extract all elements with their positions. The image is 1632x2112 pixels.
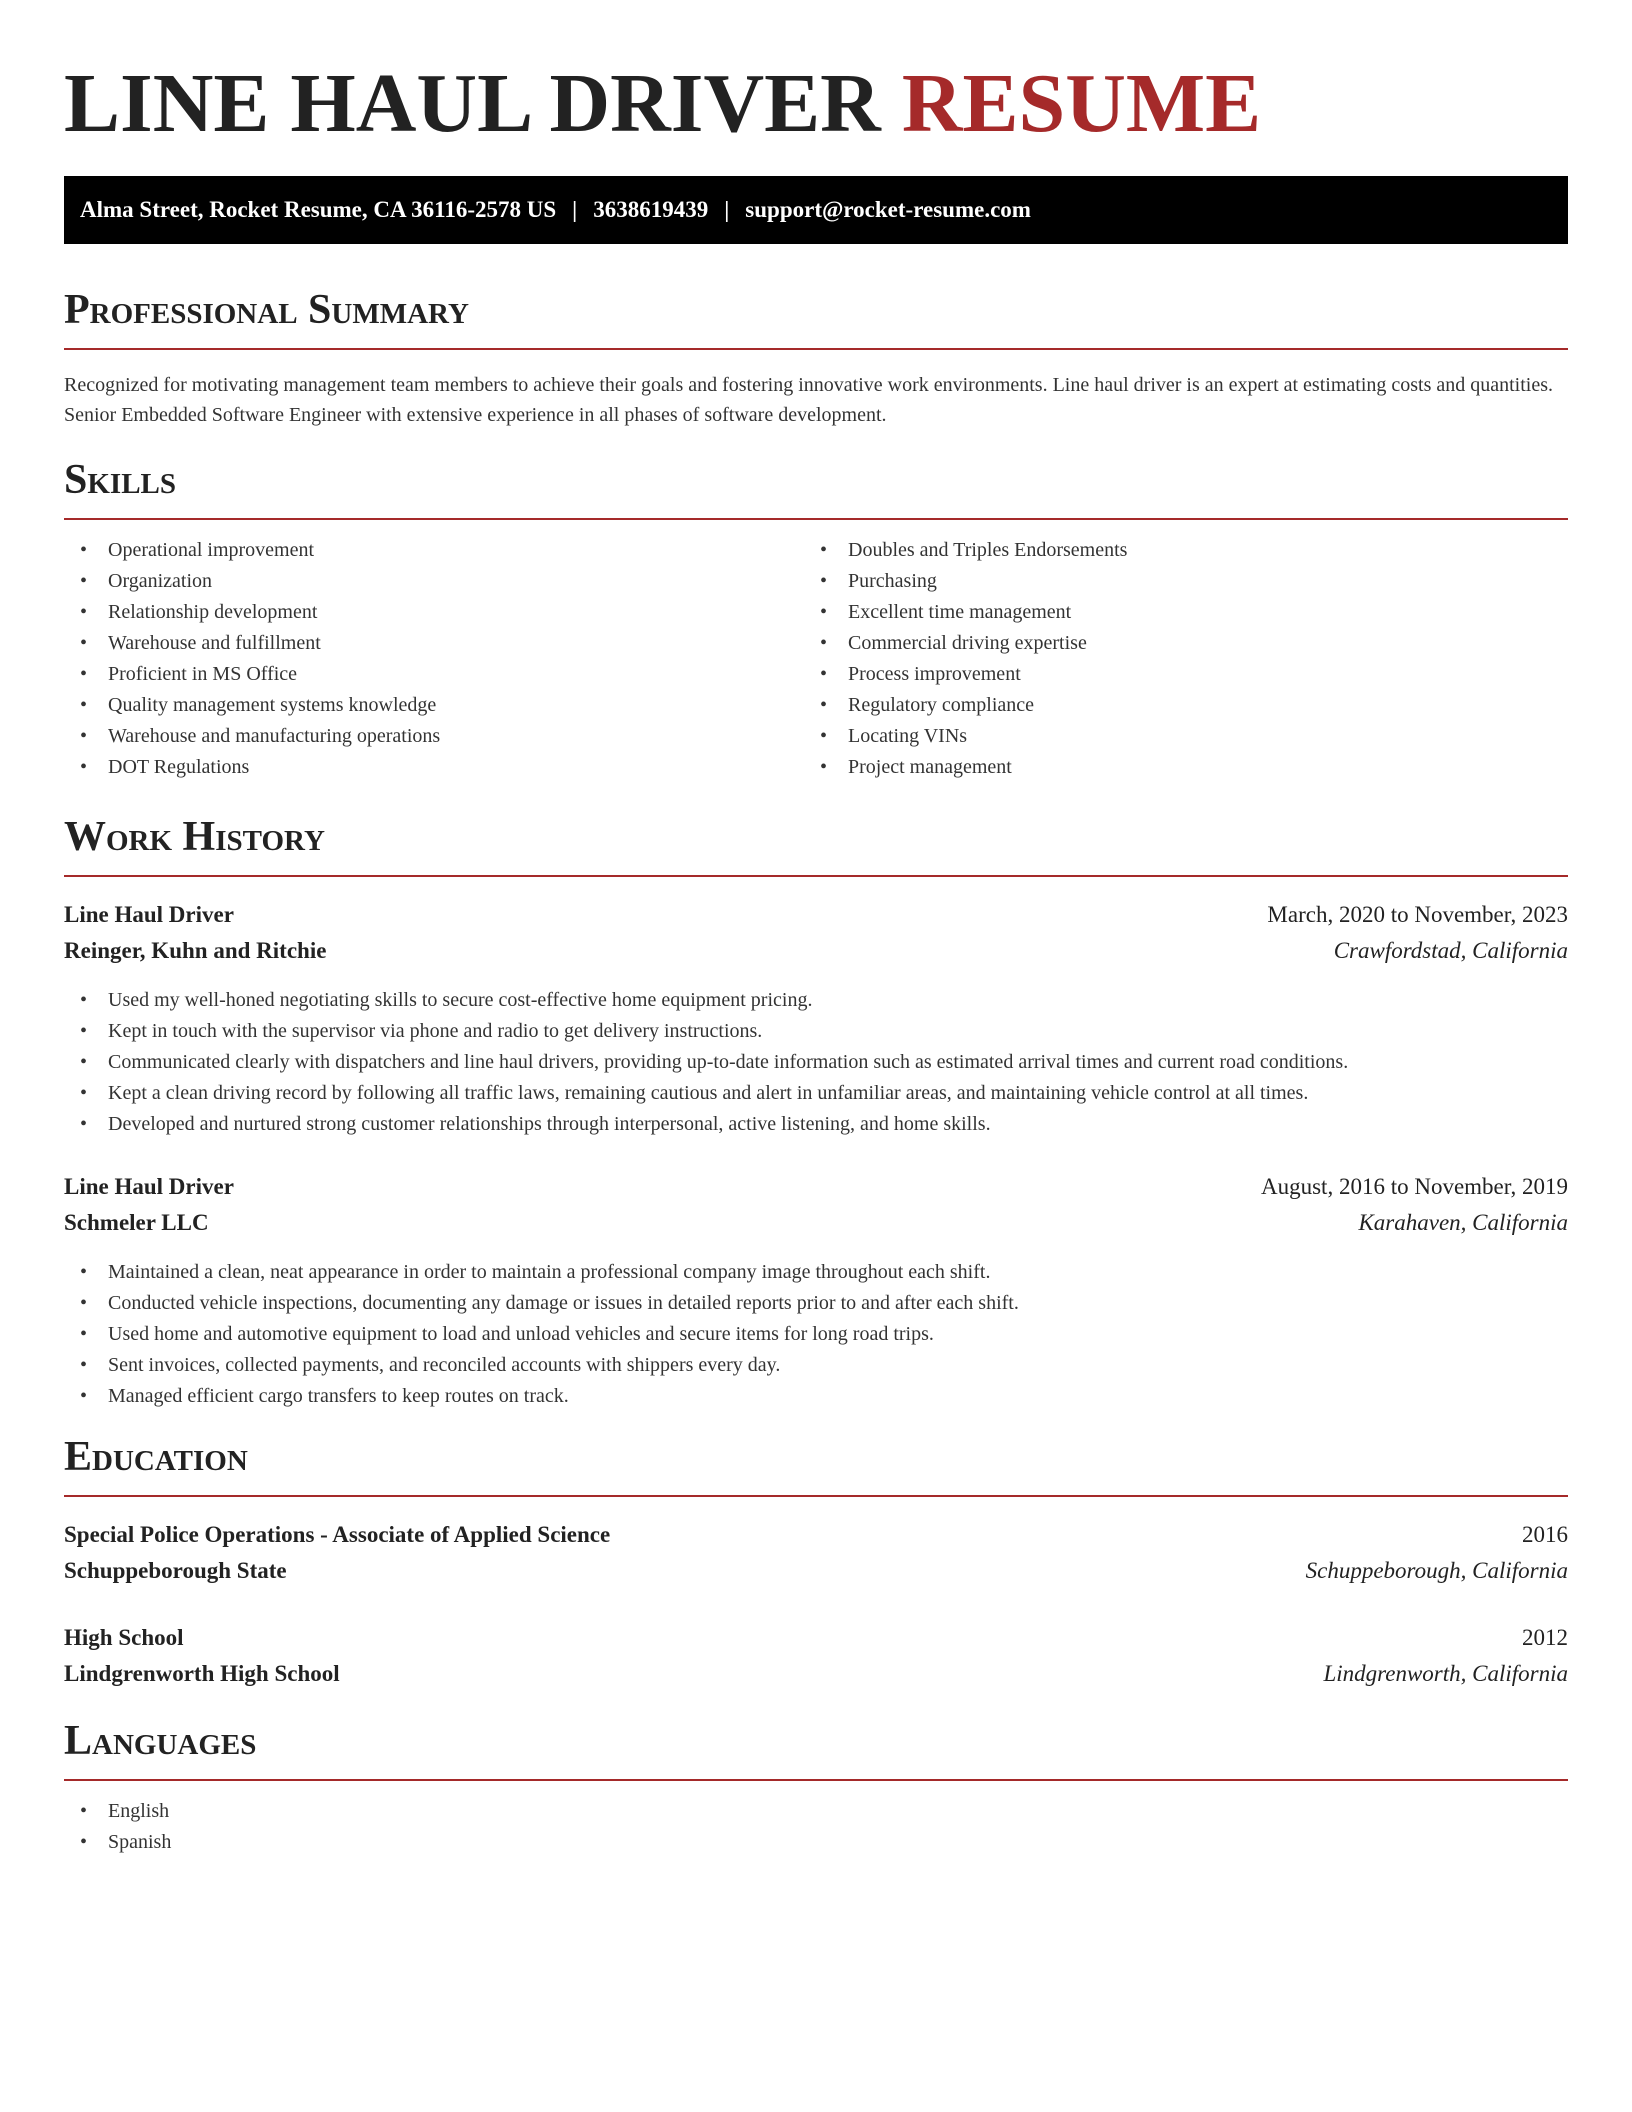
contact-bar: [64, 176, 1568, 244]
job-duty-item: • Kept a clean driving record by following all traffic laws, remaining cautious and alert in unfamiliar areas, and maintaining vehicle control at all times.: [64, 1078, 1348, 1109]
education-school: Schuppeborough State: [64, 1558, 287, 1583]
job-location: Karahaven, California: [1358, 1210, 1568, 1235]
languages-list: [64, 1796, 171, 1858]
job-dates: August, 2016 to November, 2019: [1261, 1174, 1568, 1199]
language-item: • Spanish: [64, 1827, 171, 1858]
skill-item: • Excellent time management: [804, 597, 1127, 628]
education-school-row: [64, 1554, 1568, 1588]
job-title: Line Haul Driver: [64, 902, 234, 927]
section-divider: [64, 1495, 1568, 1497]
section-heading-languages: Languages: [64, 1718, 257, 1764]
job-duty-item: • Used my well-honed negotiating skills to secure cost-effective home equipment pricing.: [64, 985, 1348, 1016]
contact-separator: |: [572, 197, 578, 222]
title-accent: RESUME: [901, 57, 1262, 150]
section-heading-education: Education: [64, 1434, 248, 1480]
job-company-row: [64, 1206, 1568, 1240]
skill-item: • Warehouse and manufacturing operations: [64, 721, 440, 752]
job-title: Line Haul Driver: [64, 1174, 234, 1199]
skill-item: • Organization: [64, 566, 440, 597]
contact-address: Alma Street, Rocket Resume, CA 36116-2578 US: [80, 197, 557, 222]
skills-list-left: [64, 535, 440, 783]
language-item: • English: [64, 1796, 171, 1827]
education-degree: Special Police Operations - Associate of Applied Science: [64, 1522, 611, 1547]
contact-separator: |: [724, 197, 730, 222]
education-location: Lindgrenworth, California: [1323, 1661, 1568, 1686]
education-year: 2012: [1522, 1625, 1568, 1650]
job-duty-item: • Developed and nurtured strong customer relationships through interpersonal, active listening, and home skills.: [64, 1109, 1348, 1140]
skill-item: • Commercial driving expertise: [804, 628, 1127, 659]
job-location: Crawfordstad, California: [1333, 938, 1568, 963]
job-duty-item: • Conducted vehicle inspections, documenting any damage or issues in detailed reports prior to and after each shift.: [64, 1288, 1019, 1319]
contact-phone: 3638619439: [593, 197, 709, 222]
skill-item: • DOT Regulations: [64, 752, 440, 783]
skill-item: • Proficient in MS Office: [64, 659, 440, 690]
job-duty-item: • Sent invoices, collected payments, and reconciled accounts with shippers every day.: [64, 1350, 1019, 1381]
education-school: Lindgrenworth High School: [64, 1661, 340, 1686]
job-header-row: [64, 898, 1568, 932]
education-school-row: [64, 1657, 1568, 1691]
job-duty-item: • Used home and automotive equipment to load and unload vehicles and secure items for long road trips.: [64, 1319, 1019, 1350]
summary-text: Recognized for motivating management team members to achieve their goals and fostering innovative work environments. Line haul driver is an expert at estimating costs and quantities. Senior Embedded Software Engineer with extensive experience in all phases of software development.: [64, 374, 1554, 426]
skill-item: • Project management: [804, 752, 1127, 783]
section-heading-skills: Skills: [64, 457, 177, 503]
skill-item: • Operational improvement: [64, 535, 440, 566]
education-degree: High School: [64, 1625, 184, 1650]
job-duty-item: • Kept in touch with the supervisor via phone and radio to get delivery instructions.: [64, 1016, 1348, 1047]
job-duties-list: [64, 1257, 1019, 1412]
job-duties-list: [64, 985, 1348, 1140]
section-divider: [64, 1779, 1568, 1781]
skill-item: • Doubles and Triples Endorsements: [804, 535, 1127, 566]
job-duty-item: • Maintained a clean, neat appearance in order to maintain a professional company image throughout each shift.: [64, 1257, 1019, 1288]
skill-item: • Locating VINs: [804, 721, 1127, 752]
education-header-row: [64, 1621, 1568, 1655]
resume-title: [64, 56, 1261, 152]
title-main: LINE HAUL DRIVER: [64, 57, 881, 150]
education-year: 2016: [1522, 1522, 1568, 1547]
section-divider: [64, 875, 1568, 877]
section-heading-summary: Professional Summary: [64, 287, 469, 333]
skill-item: • Relationship development: [64, 597, 440, 628]
skill-item: • Warehouse and fulfillment: [64, 628, 440, 659]
job-duty-item: • Managed efficient cargo transfers to keep routes on track.: [64, 1381, 1019, 1412]
skills-list-right: [804, 535, 1127, 783]
skill-item: • Purchasing: [804, 566, 1127, 597]
job-duty-item: • Communicated clearly with dispatchers and line haul drivers, providing up-to-date information such as estimated arrival times and current road conditions.: [64, 1047, 1348, 1078]
education-location: Schuppeborough, California: [1305, 1558, 1568, 1583]
job-dates: March, 2020 to November, 2023: [1267, 902, 1568, 927]
job-header-row: [64, 1170, 1568, 1204]
section-divider: [64, 348, 1568, 350]
skill-item: • Quality management systems knowledge: [64, 690, 440, 721]
job-company: Reinger, Kuhn and Ritchie: [64, 938, 327, 963]
skill-item: • Regulatory compliance: [804, 690, 1127, 721]
contact-email: support@rocket-resume.com: [745, 197, 1031, 222]
job-company-row: [64, 934, 1568, 968]
section-heading-work-history: Work History: [64, 814, 325, 860]
job-company: Schmeler LLC: [64, 1210, 209, 1235]
section-divider: [64, 518, 1568, 520]
skill-item: • Process improvement: [804, 659, 1127, 690]
education-header-row: [64, 1518, 1568, 1552]
